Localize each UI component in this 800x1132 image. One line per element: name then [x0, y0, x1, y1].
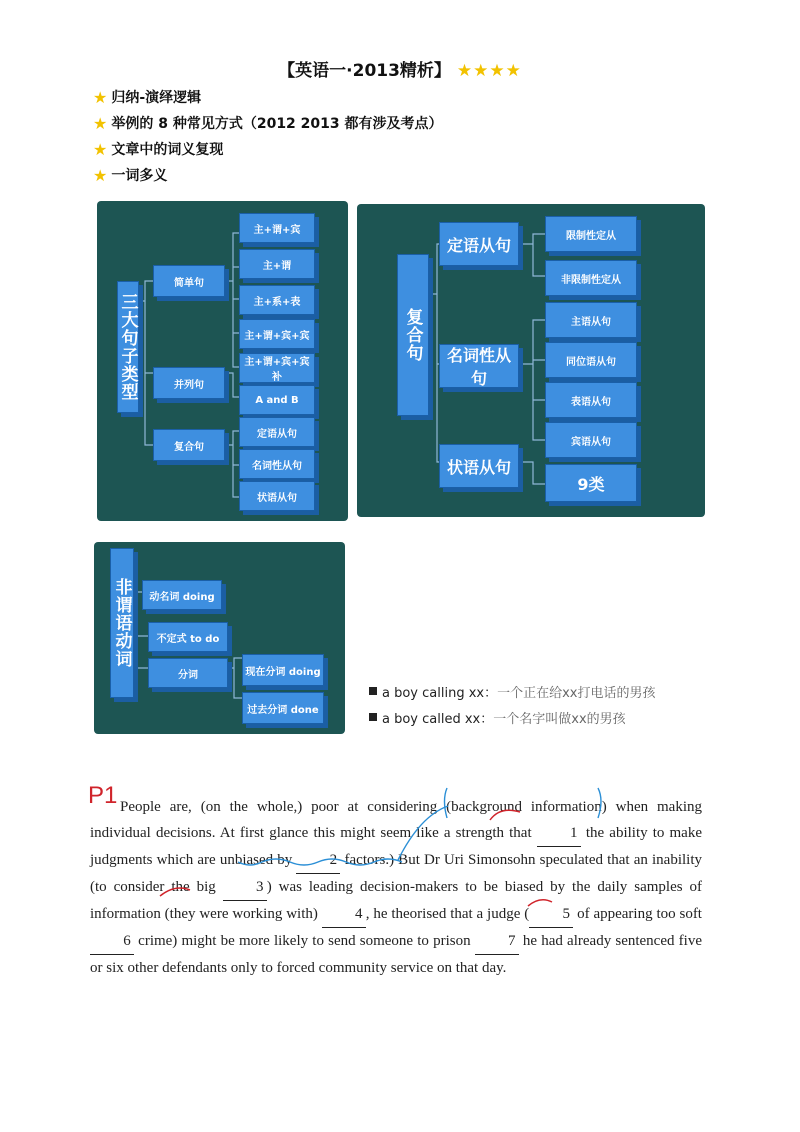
example-chinese: 一个正在给xx打电话的男孩	[497, 685, 656, 701]
passage-segment: crime) might be more likely to send someone to prison	[134, 933, 475, 949]
blue-bracket-mark	[445, 788, 448, 818]
red-arrow-mark	[490, 810, 520, 820]
star-icon: ★	[93, 165, 108, 185]
star-icon: ★	[93, 139, 108, 159]
leaf-node: 定语从句	[239, 417, 315, 447]
group-node: 动名词 doing	[142, 580, 222, 610]
leaf-node: 主+谓+宾+宾	[239, 319, 315, 349]
passage-segment: People are, (on the whole,) poor at considering (background information) when making individual decisions. At first glance this might seem like a strength that	[90, 799, 702, 841]
root-node: 复合句	[397, 254, 429, 416]
group-node: 定语从句	[439, 222, 519, 266]
group-node: 并列句	[153, 367, 225, 399]
root-node: 三大句子类型	[117, 281, 139, 413]
group-node: 名词性从句	[439, 344, 519, 388]
leaf-node: 现在分词 doing	[242, 654, 324, 686]
leaf-node: 限制性定从	[545, 216, 637, 252]
blue-wavy-underline	[238, 859, 402, 865]
leaf-node: 宾语从句	[545, 422, 637, 458]
star-rating-icon: ★★★★	[456, 61, 522, 81]
leaf-node: 表语从句	[545, 382, 637, 418]
group-node: 状语从句	[439, 444, 519, 488]
bullet-text: 归纳-演绎逻辑	[111, 90, 202, 106]
leaf-node: 状语从句	[239, 481, 315, 511]
title-text: 【英语一·2013精析】	[278, 61, 451, 81]
group-node: 复合句	[153, 429, 225, 461]
red-arrow-mark	[528, 900, 552, 906]
passage-segment: ) was leading decision-makers to be biased by the daily samples of information (they were working with)	[90, 879, 702, 922]
blank-2: 2	[296, 847, 340, 874]
leaf-node: A and B	[239, 385, 315, 415]
blue-bracket-mark	[598, 788, 601, 818]
leaf-node: 主+谓+宾+宾补	[239, 353, 315, 383]
blank-4: 4	[322, 901, 366, 928]
example-english: a boy calling xx：	[382, 685, 498, 701]
blank-7: 7	[475, 928, 519, 955]
bullet-text: 文章中的词义复现	[111, 142, 224, 158]
passage-segment: he had already sentenced five or six other defendants only to forced community service on that day.	[90, 933, 702, 976]
passage-segment: of appearing too soft	[573, 906, 702, 922]
passage-segment: , he theorised that a judge (	[365, 906, 530, 922]
example-english: a boy called xx：	[382, 711, 494, 727]
star-icon: ★	[93, 87, 108, 107]
paragraph-label: P1	[88, 782, 118, 809]
passage-segment: factors.) But Dr Uri Simonsohn speculated that an inability (to consider the big	[90, 852, 702, 895]
leaf-node: 名词性从句	[239, 449, 315, 479]
blank-5: 5	[529, 901, 573, 928]
leaf-node: 主+谓	[239, 249, 315, 279]
blank-6: 6	[90, 928, 134, 955]
blank-1: 1	[537, 820, 581, 847]
group-node: 简单句	[153, 265, 225, 297]
star-icon: ★	[93, 113, 108, 133]
example-chinese: 一个名字叫做xx的男孩	[493, 711, 626, 727]
leaf-node: 9类	[545, 464, 637, 502]
group-node: 分词	[148, 658, 228, 688]
blue-arrow-mark	[398, 806, 448, 860]
leaf-node: 同位语从句	[545, 342, 637, 378]
bullet-text: 举例的 8 种常见方式（2012 2013 都有涉及考点）	[111, 116, 443, 132]
group-node: 不定式 to do	[148, 622, 228, 652]
blank-3: 3	[223, 874, 267, 901]
leaf-node: 过去分词 done	[242, 692, 324, 724]
leaf-node: 主语从句	[545, 302, 637, 338]
leaf-node: 非限制性定从	[545, 260, 637, 296]
root-node: 非谓语动词	[110, 548, 134, 698]
leaf-node: 主+谓+宾	[239, 213, 315, 243]
passage-segment: the ability to make judgments which are unbiased by	[90, 825, 702, 868]
leaf-node: 主+系+表	[239, 285, 315, 315]
red-arrow-mark	[160, 888, 190, 896]
bullet-text: 一词多义	[111, 168, 168, 184]
